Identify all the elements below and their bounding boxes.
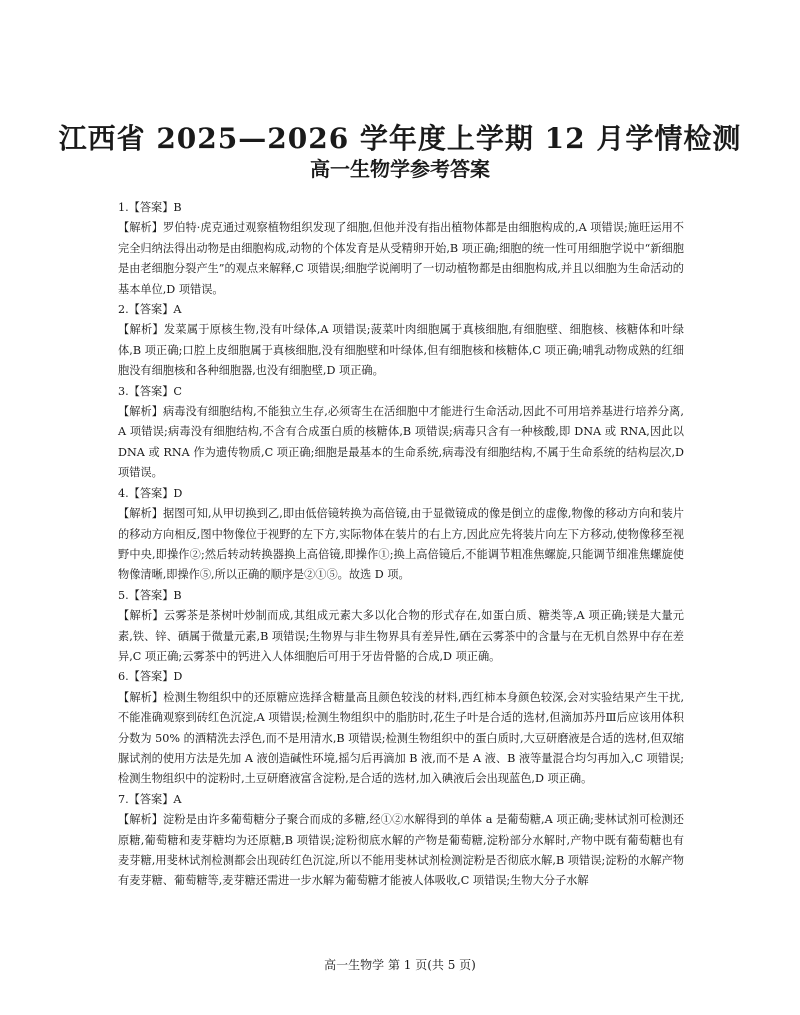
answer-key: 5.【答案】B	[118, 588, 182, 602]
answer-item-6	[118, 667, 684, 789]
answer-explanation: 【解析】病毒没有细胞结构,不能独立生存,必须寄生在活细胞中才能进行生命活动,因此不可用培养基进行培养分离,A 项错误;病毒没有细胞结构,不含有合成蛋白质的核糖体,B 项错误;病毒只含有一种核酸,即 DNA 或 RNA,因此以 DNA 或 RNA 作为遗传物质,C 项正确;细胞是最基本的生命系统,病毒没有细胞结构,不属于生命系统的结构层次,D 项错误。	[118, 405, 684, 480]
document-subtitle: 高一生物学参考答案	[310, 157, 490, 181]
answer-key: 4.【答案】D	[118, 486, 183, 500]
document-title: 江西省 2025—2026 学年度上学期 12 月学情检测	[58, 122, 742, 155]
answer-item-5	[118, 586, 684, 668]
answer-key: 1.【答案】B	[118, 201, 182, 214]
answer-explanation: 【解析】发菜属于原核生物,没有叶绿体,A 项错误;菠菜叶肉细胞属于真核细胞,有细胞壁、细胞核、核糖体和叶绿体,B 项正确;口腔上皮细胞属于真核细胞,没有细胞壁和叶绿体,但有细胞核和核糖体,C 项正确;哺乳动物成熟的红细胞没有细胞核和各种细胞器,也没有细胞壁,D 项正确。	[118, 323, 684, 378]
answer-item-4	[118, 484, 684, 586]
answer-key: 2.【答案】A	[118, 303, 182, 317]
answer-explanation: 【解析】淀粉是由许多葡萄糖分子聚合而成的多糖,经①②水解得到的单体 a 是葡萄糖,A 项正确;斐林试剂可检测还原糖,葡萄糖和麦芽糖均为还原糖,B 项错误;淀粉彻底水解的产物是葡萄糖,淀粉部分水解时,产物中既有葡萄糖也有麦芽糖,用斐林试剂检测都会出现砖红色沉淀,所以不能用斐林试剂检测淀粉是否彻底水解,B 项错误;淀粉的水解产物有麦芽糖、葡萄糖等,麦芽糖还需进一步水解为葡萄糖才能被人体吸收,C 项错误;生物大分子水解	[118, 813, 684, 888]
answer-explanation: 【解析】云雾茶是茶树叶炒制而成,其组成元素大多以化合物的形式存在,如蛋白质、糖类等,A 项正确;镁是大量元素,铁、锌、硒属于微量元素,B 项错误;生物界与非生物界具有差异性,硒在云雾茶中的含量与在无机自然界中存在差异,C 项正确;云雾茶中的钙进入人体细胞后可用于牙齿骨骼的合成,D 项正确。	[118, 609, 684, 663]
answer-explanation: 【解析】据图可知,从甲切换到乙,即由低倍镜转换为高倍镜,由于显微镜成的像是倒立的虚像,物像的移动方向和装片的移动方向相反,图中物像位于视野的左下方,实际物体在装片的右上方,因此应先将装片向左下方移动,使物像移至视野中央,即操作②;然后转动转换器换上高倍镜,即操作①;换上高倍镜后,不能调节粗准焦螺旋,只能调节细准焦螺旋使物像清晰,即操作⑤,所以正确的顺序是②①⑤。故选 D 项。	[118, 507, 684, 582]
answer-key: 6.【答案】D	[118, 670, 183, 684]
answer-item-7	[118, 790, 684, 892]
page-footer: 高一生物学 第 1 页(共 5 页)	[324, 958, 476, 972]
answer-item-2	[118, 300, 684, 382]
answer-list	[118, 198, 684, 892]
answer-explanation: 【解析】罗伯特·虎克通过观察植物组织发现了细胞,但他并没有指出植物体都是由细胞构成的,A 项错误;施旺运用不完全归纳法得出动物是由细胞构成,动物的个体发育是从受精卵开始,B 项正确;细胞的统一性可用细胞学说中“新细胞是由老细胞分裂产生”的观点来解释,C 项错误;细胞学说阐明了一切动植物都是由细胞构成,并且以细胞为生命活动的基本单位,D 项错误。	[118, 221, 684, 296]
answer-item-3	[118, 382, 684, 484]
answer-key: 3.【答案】C	[118, 384, 182, 398]
answer-key: 7.【答案】A	[118, 792, 182, 806]
answer-item-1	[118, 198, 684, 300]
answer-explanation: 【解析】检测生物组织中的还原糖应选择含糖量高且颜色较浅的材料,西红柿本身颜色较深,会对实验结果产生干扰,不能准确观察到砖红色沉淀,A 项错误;检测生物组织中的脂肪时,花生子叶是合适的选材,但滴加苏丹Ⅲ后应该用体积分数为 50% 的酒精洗去浮色,而不是用清水,B 项错误;检测生物组织中的蛋白质时,大豆研磨液是合适的选材,但双缩脲试剂的使用方法是先加 A 液创造碱性环境,摇匀后再滴加 B 液,而不是 A 液、B 液等量混合均匀再加入,C 项错误;检测生物组织中的淀粉时,土豆研磨液富含淀粉,是合适的选材,加入碘液后会出现蓝色,D 项正确。	[118, 690, 684, 786]
